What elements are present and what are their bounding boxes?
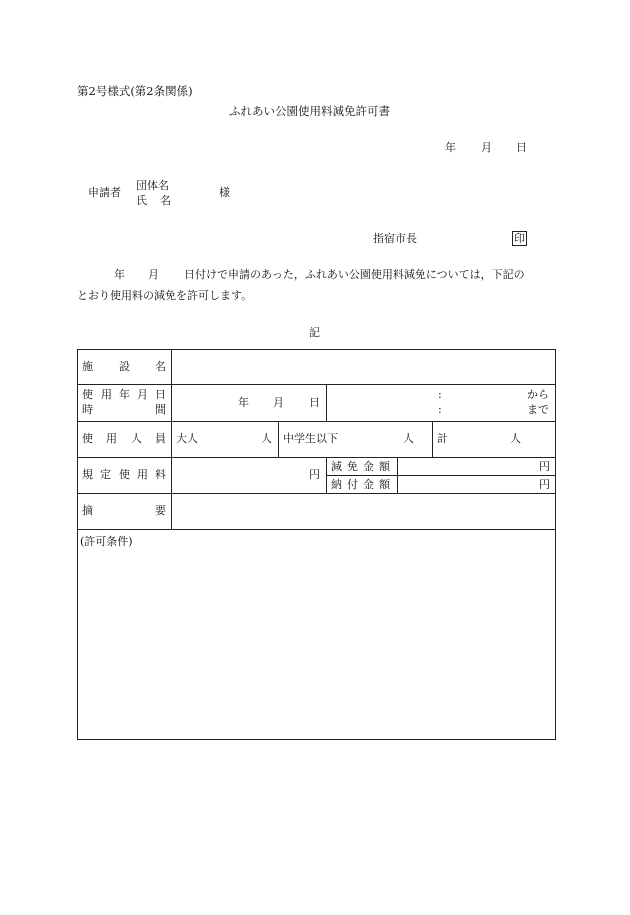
fee-label-5: 料 <box>155 468 166 481</box>
users-label-1: 使 <box>82 432 93 445</box>
usage-year: 年 <box>238 396 249 409</box>
payment-label-4: 額 <box>379 478 390 491</box>
date-year: 年 <box>445 141 456 154</box>
time-to-colon: : <box>438 403 442 416</box>
student-label: 中学生以下 <box>283 432 338 445</box>
name-label-2: 名 <box>160 194 171 207</box>
column-divider <box>278 421 279 457</box>
fee-label-1: 規 <box>82 468 93 481</box>
usage-date-label-4: 月 <box>137 388 148 401</box>
fee-unit: 円 <box>309 468 320 481</box>
issuer-title: 指宿市長 <box>373 232 417 245</box>
ki-heading: 記 <box>309 326 320 339</box>
total-unit: 人 <box>510 432 521 445</box>
usage-date-label-1: 使 <box>82 388 93 401</box>
row-divider <box>77 457 556 458</box>
label-column-divider <box>171 349 172 529</box>
row-divider <box>77 384 556 385</box>
row-divider <box>77 529 556 530</box>
column-divider <box>397 457 398 493</box>
usage-date-label-5: 日 <box>155 388 166 401</box>
row-divider <box>77 493 556 494</box>
reduction-label-4: 額 <box>379 460 390 473</box>
document-title: ふれあい公園使用料減免許可書 <box>229 104 390 118</box>
usage-month: 月 <box>273 396 284 409</box>
column-divider <box>326 384 327 421</box>
usage-date-label-2: 用 <box>101 388 112 401</box>
fee-label-4: 用 <box>137 468 148 481</box>
reduction-unit: 円 <box>539 460 550 473</box>
date-month: 月 <box>481 141 492 154</box>
users-label-4: 員 <box>155 432 166 445</box>
adult-label: 大人 <box>176 432 198 445</box>
column-divider <box>326 457 327 493</box>
users-label-2: 用 <box>106 432 117 445</box>
conditions-label: (許可条件) <box>80 535 133 548</box>
adult-unit: 人 <box>261 432 272 445</box>
form-number: 第2号様式(第2条関係) <box>77 84 193 98</box>
time-from-colon: : <box>438 388 442 401</box>
seal-mark: 印 <box>514 232 525 245</box>
usage-day: 日 <box>309 396 320 409</box>
applicant-label: 申請者 <box>88 186 121 199</box>
reduction-label-3: 金 <box>363 460 374 473</box>
total-label: 計 <box>437 432 448 445</box>
facility-label-3: 名 <box>155 360 166 373</box>
summary-label-1: 摘 <box>82 504 93 517</box>
payment-label-3: 金 <box>363 478 374 491</box>
time-label-2: 間 <box>155 403 166 416</box>
reduction-label-2: 免 <box>347 460 358 473</box>
usage-date-label-3: 年 <box>119 388 130 401</box>
time-to: まで <box>527 403 549 416</box>
facility-label-2: 設 <box>119 360 130 373</box>
time-from: から <box>527 388 549 401</box>
row-divider <box>326 475 556 476</box>
body-month: 月 <box>148 268 159 281</box>
honorific: 様 <box>219 186 230 199</box>
payment-unit: 円 <box>539 478 550 491</box>
student-unit: 人 <box>403 432 414 445</box>
org-name-label: 団体名 <box>136 179 169 192</box>
row-divider <box>77 421 556 422</box>
date-day: 日 <box>516 141 527 154</box>
users-label-3: 人 <box>131 432 142 445</box>
reduction-label-1: 減 <box>331 460 342 473</box>
payment-label-1: 納 <box>331 478 342 491</box>
time-label-1: 時 <box>82 403 93 416</box>
body-line-1: 日付けで申請のあった，ふれあい公園使用料減免については，下記の <box>184 268 525 281</box>
fee-label-3: 使 <box>119 468 130 481</box>
summary-label-2: 要 <box>155 504 166 517</box>
fee-label-2: 定 <box>100 468 111 481</box>
body-line-2: とおり使用料の減免を許可します。 <box>77 289 253 302</box>
name-label-1: 氏 <box>136 194 147 207</box>
facility-label-1: 施 <box>82 360 93 373</box>
body-year: 年 <box>114 268 125 281</box>
column-divider <box>432 421 433 457</box>
payment-label-2: 付 <box>347 478 358 491</box>
